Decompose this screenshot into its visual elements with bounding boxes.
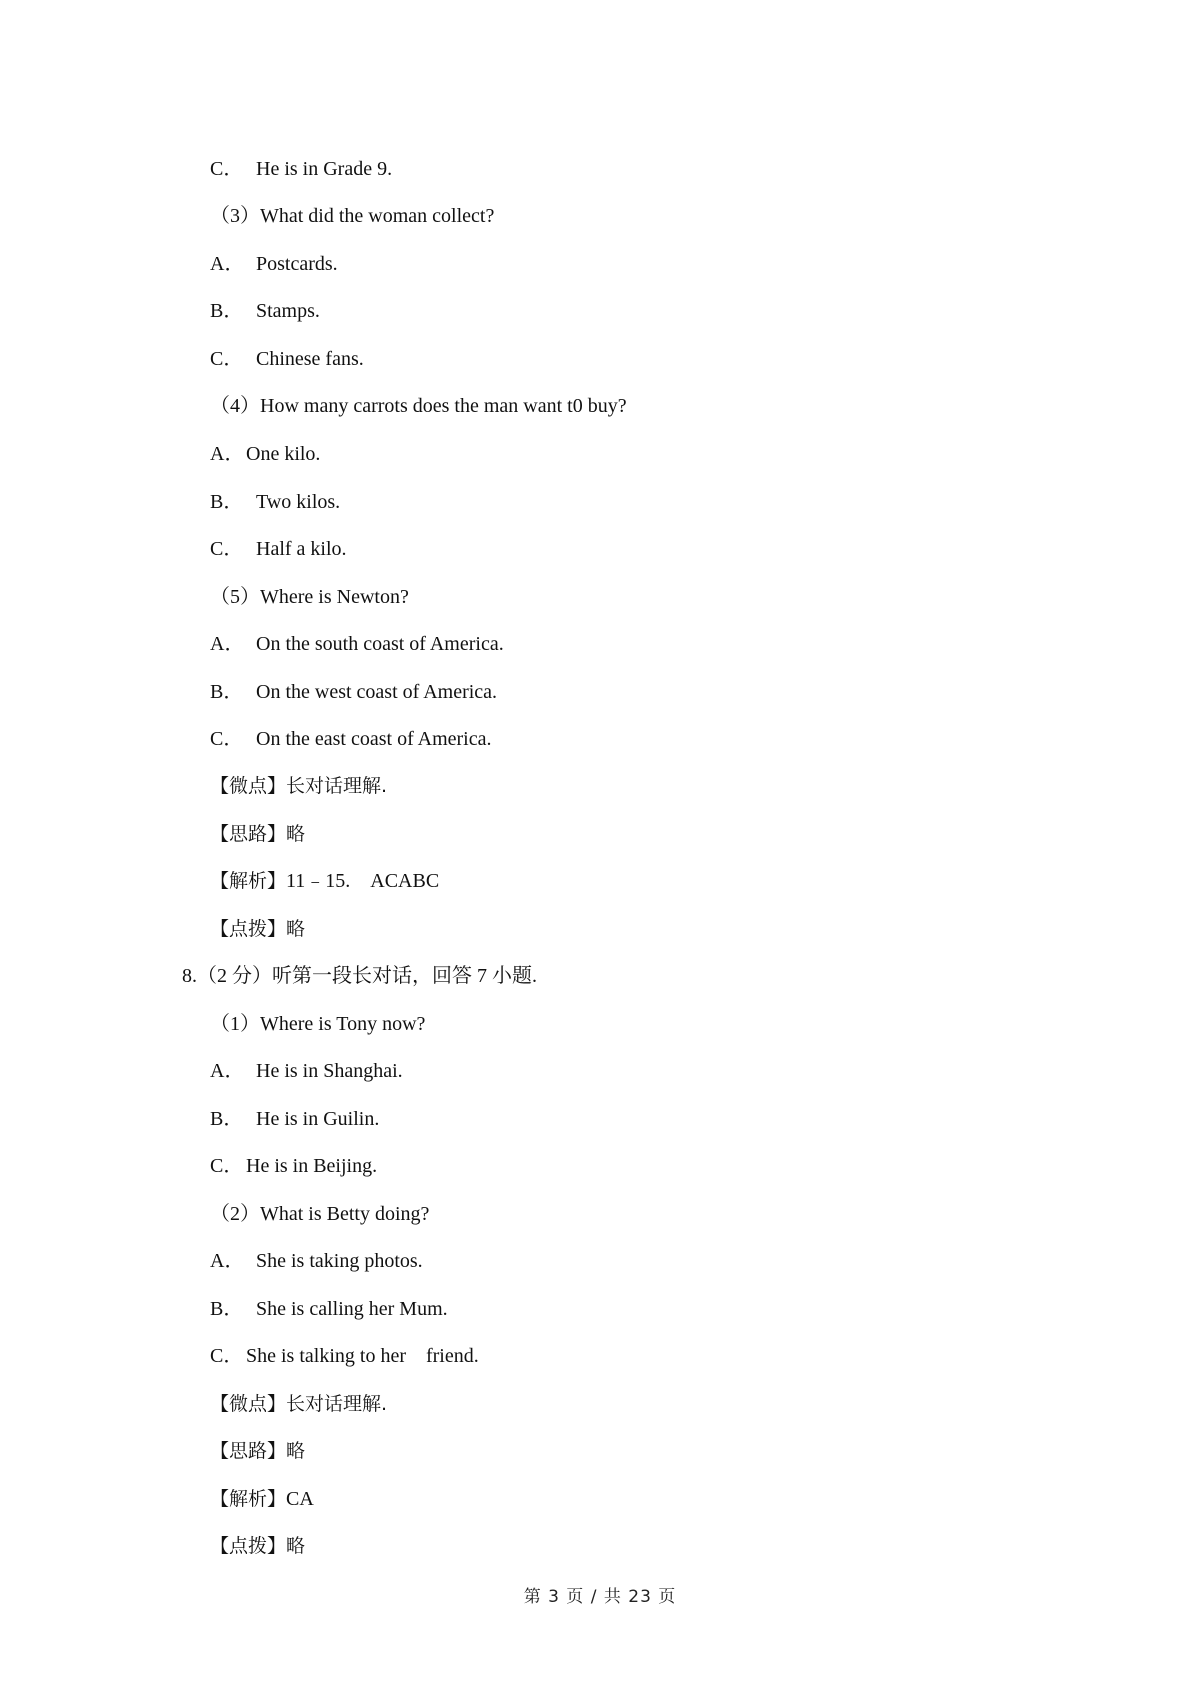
- option-letter: A．: [210, 633, 245, 655]
- option-letter: B．: [210, 491, 244, 513]
- option-text: He is in Grade 9.: [256, 158, 393, 180]
- option-text: On the south coast of America.: [256, 633, 504, 655]
- section-tag: 【点拨】: [210, 918, 287, 940]
- q7-sub1-option-c: [210, 156, 392, 182]
- q7-sub5-option-c: [210, 726, 491, 752]
- option-text: She is talking to her friend.: [246, 1345, 479, 1367]
- q7-dianbo: [210, 916, 305, 942]
- option-text: Half a kilo.: [256, 538, 347, 560]
- option-text: Chinese fans.: [256, 348, 364, 370]
- q8-sub1-option-c: [210, 1153, 377, 1179]
- q7-sub4-question: （4）How many carrots does the man want t0 buy?: [210, 395, 627, 417]
- option-text: He is in Guilin.: [256, 1108, 380, 1130]
- option-text: She is calling her Mum.: [256, 1298, 448, 1320]
- option-letter: B．: [210, 1298, 244, 1320]
- option-letter: B．: [210, 300, 244, 322]
- section-tag: 【思路】: [210, 1440, 287, 1462]
- option-letter: C．: [210, 1345, 244, 1367]
- q8-dianbo: [210, 1533, 305, 1559]
- q7-silu: [210, 821, 305, 847]
- section-text: 略: [286, 1535, 306, 1557]
- q8-header: 8.（2 分）听第一段长对话，回答 7 小题.: [182, 965, 537, 987]
- q7-sub4-option-b: [210, 489, 340, 515]
- q8-sub1-option-b: [210, 1106, 379, 1132]
- section-text: 略: [286, 1440, 306, 1462]
- option-letter: C．: [210, 728, 244, 750]
- option-text: On the east coast of America.: [256, 728, 492, 750]
- q7-sub3-option-b: [210, 298, 320, 324]
- q8-sub2-question: （2）What is Betty doing?: [210, 1203, 430, 1225]
- q8-sub1-question: （1）Where is Tony now?: [210, 1013, 426, 1035]
- q8-sub1-option-a: [210, 1058, 403, 1084]
- q8-weidian: [210, 1391, 387, 1417]
- option-text: On the west coast of America.: [256, 681, 498, 703]
- section-tag: 【点拨】: [210, 1535, 287, 1557]
- q7-weidian: [210, 773, 387, 799]
- option-text: Two kilos.: [256, 491, 341, 513]
- section-text: 略: [286, 918, 306, 940]
- section-tag: 【微点】: [210, 775, 287, 797]
- option-letter: C．: [210, 348, 244, 370]
- section-tag: 【微点】: [210, 1393, 287, 1415]
- q7-sub3-question: （3）What did the woman collect?: [210, 205, 495, 227]
- option-text: He is in Shanghai.: [256, 1060, 403, 1082]
- q8-jiexi: [210, 1486, 314, 1512]
- option-text: Postcards.: [256, 253, 338, 275]
- section-text: 长对话理解.: [286, 775, 388, 797]
- section-text: 11﹣15. ACABC: [286, 870, 440, 892]
- option-letter: B．: [210, 681, 244, 703]
- q7-jiexi: [210, 868, 439, 894]
- option-letter: A．: [210, 1060, 245, 1082]
- option-letter: A．: [210, 443, 245, 465]
- option-text: He is in Beijing.: [246, 1155, 378, 1177]
- page-number-footer: 第 3 页 / 共 23 页: [523, 1587, 677, 1607]
- q7-sub3-option-c: [210, 346, 364, 372]
- section-tag: 【解析】: [210, 870, 287, 892]
- section-tag: 【解析】: [210, 1488, 287, 1510]
- q7-sub3-option-a: [210, 251, 338, 277]
- q7-sub4-option-a: [210, 441, 320, 467]
- section-tag: 【思路】: [210, 823, 287, 845]
- option-text: Stamps.: [256, 300, 320, 322]
- option-letter: A．: [210, 253, 245, 275]
- option-text: One kilo.: [246, 443, 321, 465]
- section-text: CA: [286, 1488, 314, 1510]
- option-letter: C．: [210, 158, 244, 180]
- q8-sub2-option-a: [210, 1248, 423, 1274]
- option-letter: C．: [210, 538, 244, 560]
- q7-sub5-option-b: [210, 679, 497, 705]
- option-letter: B．: [210, 1108, 244, 1130]
- option-letter: C．: [210, 1155, 244, 1177]
- q7-sub5-option-a: [210, 631, 504, 657]
- q8-silu: [210, 1438, 305, 1464]
- q8-sub2-option-b: [210, 1296, 448, 1322]
- option-text: She is taking photos.: [256, 1250, 423, 1272]
- section-text: 略: [286, 823, 306, 845]
- q7-sub5-question: （5）Where is Newton?: [210, 586, 409, 608]
- q7-sub4-option-c: [210, 536, 347, 562]
- section-text: 长对话理解.: [286, 1393, 388, 1415]
- q8-sub2-option-c: [210, 1343, 479, 1369]
- option-letter: A．: [210, 1250, 245, 1272]
